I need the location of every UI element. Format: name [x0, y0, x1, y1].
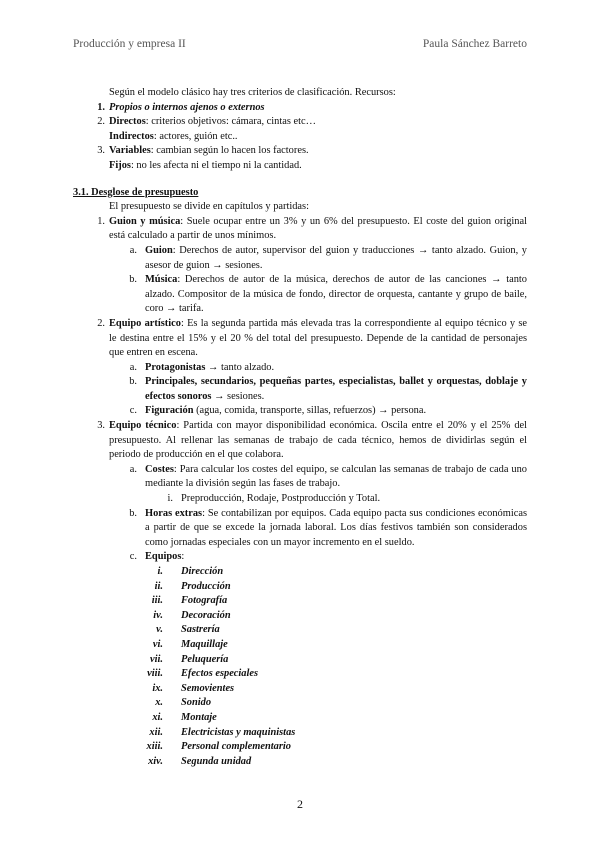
sub-item-text: : Se contabilizan por equipos. Cada equipo pacta sus condiciones económicas a partir de que se excede la jornada laboral. Los días festivos también son considerados como jornadas especiales con un mayor incremento en el sueldo. [145, 507, 527, 548]
list-number: 1. [97, 215, 105, 227]
list-item-bold: Directos [109, 116, 146, 128]
equipo-name: Fotografía [181, 595, 228, 607]
equipo-numeral: vi. [152, 638, 163, 650]
equipo-numeral: i. [157, 566, 163, 577]
equipo-name: Sonido [181, 697, 212, 709]
intro-paragraph: Según el modelo clásico hay tres criterios de clasificación. Recursos: [109, 87, 396, 98]
sub-sub-item-text: Preproducción, Rodaje, Postproducción y Total. [181, 493, 381, 505]
equipo-item [73, 726, 527, 741]
sub-letter: b. [129, 376, 137, 388]
list-item-bold: Fijos [109, 159, 131, 171]
equipo-item [73, 609, 527, 624]
sub-item [73, 273, 527, 317]
equipo-item [73, 682, 527, 697]
sub-item [73, 507, 527, 551]
equipo-name: Maquillaje [181, 638, 228, 650]
equipo-name: Decoración [181, 609, 231, 621]
list-item-bold: Indirectos [109, 130, 154, 142]
equipo-numeral: v. [156, 624, 163, 636]
sub-item [73, 375, 527, 404]
list-item [73, 215, 527, 244]
sub-item [73, 361, 527, 376]
list-item-text: : actores, guión etc.. [153, 130, 238, 142]
equipos-list [73, 565, 527, 769]
page-body [73, 86, 527, 769]
list-item-bold: Equipo artístico [109, 317, 181, 329]
list-item [73, 144, 527, 159]
page-number: 2 [297, 797, 303, 811]
header-author: Paula Sánchez Barreto [422, 38, 527, 50]
sub-item-text: (agua, comida, transporte, sillas, refuerzos) → persona. [193, 405, 427, 417]
sub-letter: c. [129, 551, 137, 563]
equipo-item [73, 667, 527, 682]
equipo-item [73, 696, 527, 711]
equipo-numeral: ii. [154, 580, 163, 592]
list-item-text: : criterios objetivos: cámara, cintas etc… [145, 116, 316, 128]
sub-letter: b. [129, 274, 137, 286]
equipo-name: Sastrería [181, 624, 220, 636]
list-number: 2. [97, 116, 105, 128]
equipo-name: Electricistas y maquinistas [181, 726, 296, 738]
equipo-item [73, 653, 527, 668]
equipo-item [73, 711, 527, 726]
section-intro: El presupuesto se divide en capítulos y partidas: [109, 201, 309, 213]
list-item-bold: Equipo técnico [109, 420, 177, 432]
equipo-item [73, 740, 527, 755]
sub-letter: a. [129, 463, 137, 475]
equipo-name: Efectos especiales [181, 668, 259, 680]
sub-item-bold: Guion [145, 244, 173, 256]
list-item [73, 419, 527, 463]
sub-letter: a. [129, 244, 137, 256]
list-item [73, 115, 527, 130]
equipo-name: Semovientes [181, 682, 235, 694]
section-title: 3.1. Desglose de presupuesto [73, 186, 199, 198]
equipo-numeral: xiv. [148, 755, 163, 767]
equipo-numeral: ix. [152, 682, 163, 694]
equipo-name: Segunda unidad [181, 755, 252, 767]
sub-item-bold: Costes [145, 463, 174, 475]
equipo-item [73, 594, 527, 609]
equipo-item [73, 755, 527, 770]
list-item-bold: Variables [109, 145, 151, 157]
sub-item [73, 550, 527, 565]
sub-numeral: i. [167, 493, 173, 505]
equipo-numeral: xii. [149, 726, 163, 738]
equipo-numeral: x. [155, 697, 163, 709]
list-number: 3. [97, 420, 105, 432]
list-item-text: : Partida con mayor disponibilidad económica. Oscila entre el 20% y el 25% del presupuesto. Al rellenar las semanas de trabajo de cada técnico, hemos de dividirlas según el periodo de producción en el que colabora. [109, 420, 528, 461]
equipo-name: Dirección [181, 566, 224, 577]
list-item [73, 101, 527, 116]
sub-letter: a. [129, 361, 137, 373]
list-number: 2. [97, 317, 105, 329]
sub-item [73, 404, 527, 419]
sub-item-bold: Equipos [145, 551, 182, 563]
equipo-name: Personal complementario [181, 741, 291, 753]
equipo-numeral: viii. [147, 668, 163, 680]
sub-item-text: : Derechos de autor, supervisor del guion y traducciones → tanto alzado. Guion, y asesor de guion → sesiones. [145, 244, 527, 271]
sub-item-text: → sesiones. [211, 390, 265, 402]
sub-sub-item [73, 492, 527, 507]
equipo-numeral: iv. [153, 609, 163, 621]
equipo-name: Producción [181, 580, 231, 592]
list-item-text: : Es la segunda partida más elevada tras la correspondiente al equipo técnico y se le destina entre el 15% y el 20 % del total del presupuesto. Depende de la cantidad de personajes que entren en escena. [109, 317, 527, 359]
equipo-name: Peluquería [181, 653, 229, 665]
equipo-numeral: iii. [151, 595, 163, 607]
sub-item-text: : Derechos de autor de la música, derechos de autor de las canciones → tanto alzado. Compositor de la música de fondo, director de orquesta, cantante y grupo de baile, coro → tarifa. [145, 274, 527, 315]
header-course: Producción y empresa II [73, 38, 186, 50]
equipo-item [73, 580, 527, 595]
sub-item-bold: Principales, secundarios, pequeñas partes, especialistas, ballet y orquestas, doblaje y efectos sonoros [145, 376, 527, 402]
equipo-item [73, 638, 527, 653]
sub-item-bold: Protagonistas [145, 361, 206, 373]
sub-letter: b. [129, 507, 137, 519]
list-item-text: : no les afecta ni el tiempo ni la cantidad. [130, 159, 302, 171]
equipo-item [73, 623, 527, 638]
equipo-item [73, 565, 527, 580]
sub-item [73, 244, 527, 273]
sub-letter: c. [129, 405, 137, 417]
list-item-bold: Propios o internos ajenos o externos [109, 101, 265, 113]
list-item-text: : Suele ocupar entre un 3% y un 6% del presupuesto. El coste del guion original está calculado a partir de unos mínimos. [109, 215, 527, 242]
equipo-numeral: xi. [152, 711, 163, 723]
sub-item-text: : [181, 551, 185, 563]
list-item [73, 317, 527, 361]
equipo-numeral: vii. [150, 653, 163, 665]
equipo-numeral: xiii. [146, 741, 163, 753]
equipo-name: Montaje [181, 711, 217, 723]
list-item [73, 159, 527, 174]
list-item-text: : cambian según lo hacen los factores. [150, 145, 309, 157]
list-number: 1. [97, 101, 105, 113]
sub-item-bold: Horas extras [145, 507, 203, 519]
list-number: 3. [97, 145, 105, 157]
list-item [73, 130, 527, 145]
sub-item-bold: Figuración [145, 405, 194, 417]
list-item-bold: Guion y música [109, 215, 181, 227]
sub-item-text: : Para calcular los costes del equipo, se calculan las semanas de trabajo de cada uno mediante la división según las fases de trabajo. [145, 463, 527, 490]
sub-item-text: → tanto alzado. [205, 361, 275, 373]
sub-item [73, 463, 527, 492]
sub-item-bold: Música [145, 274, 178, 286]
